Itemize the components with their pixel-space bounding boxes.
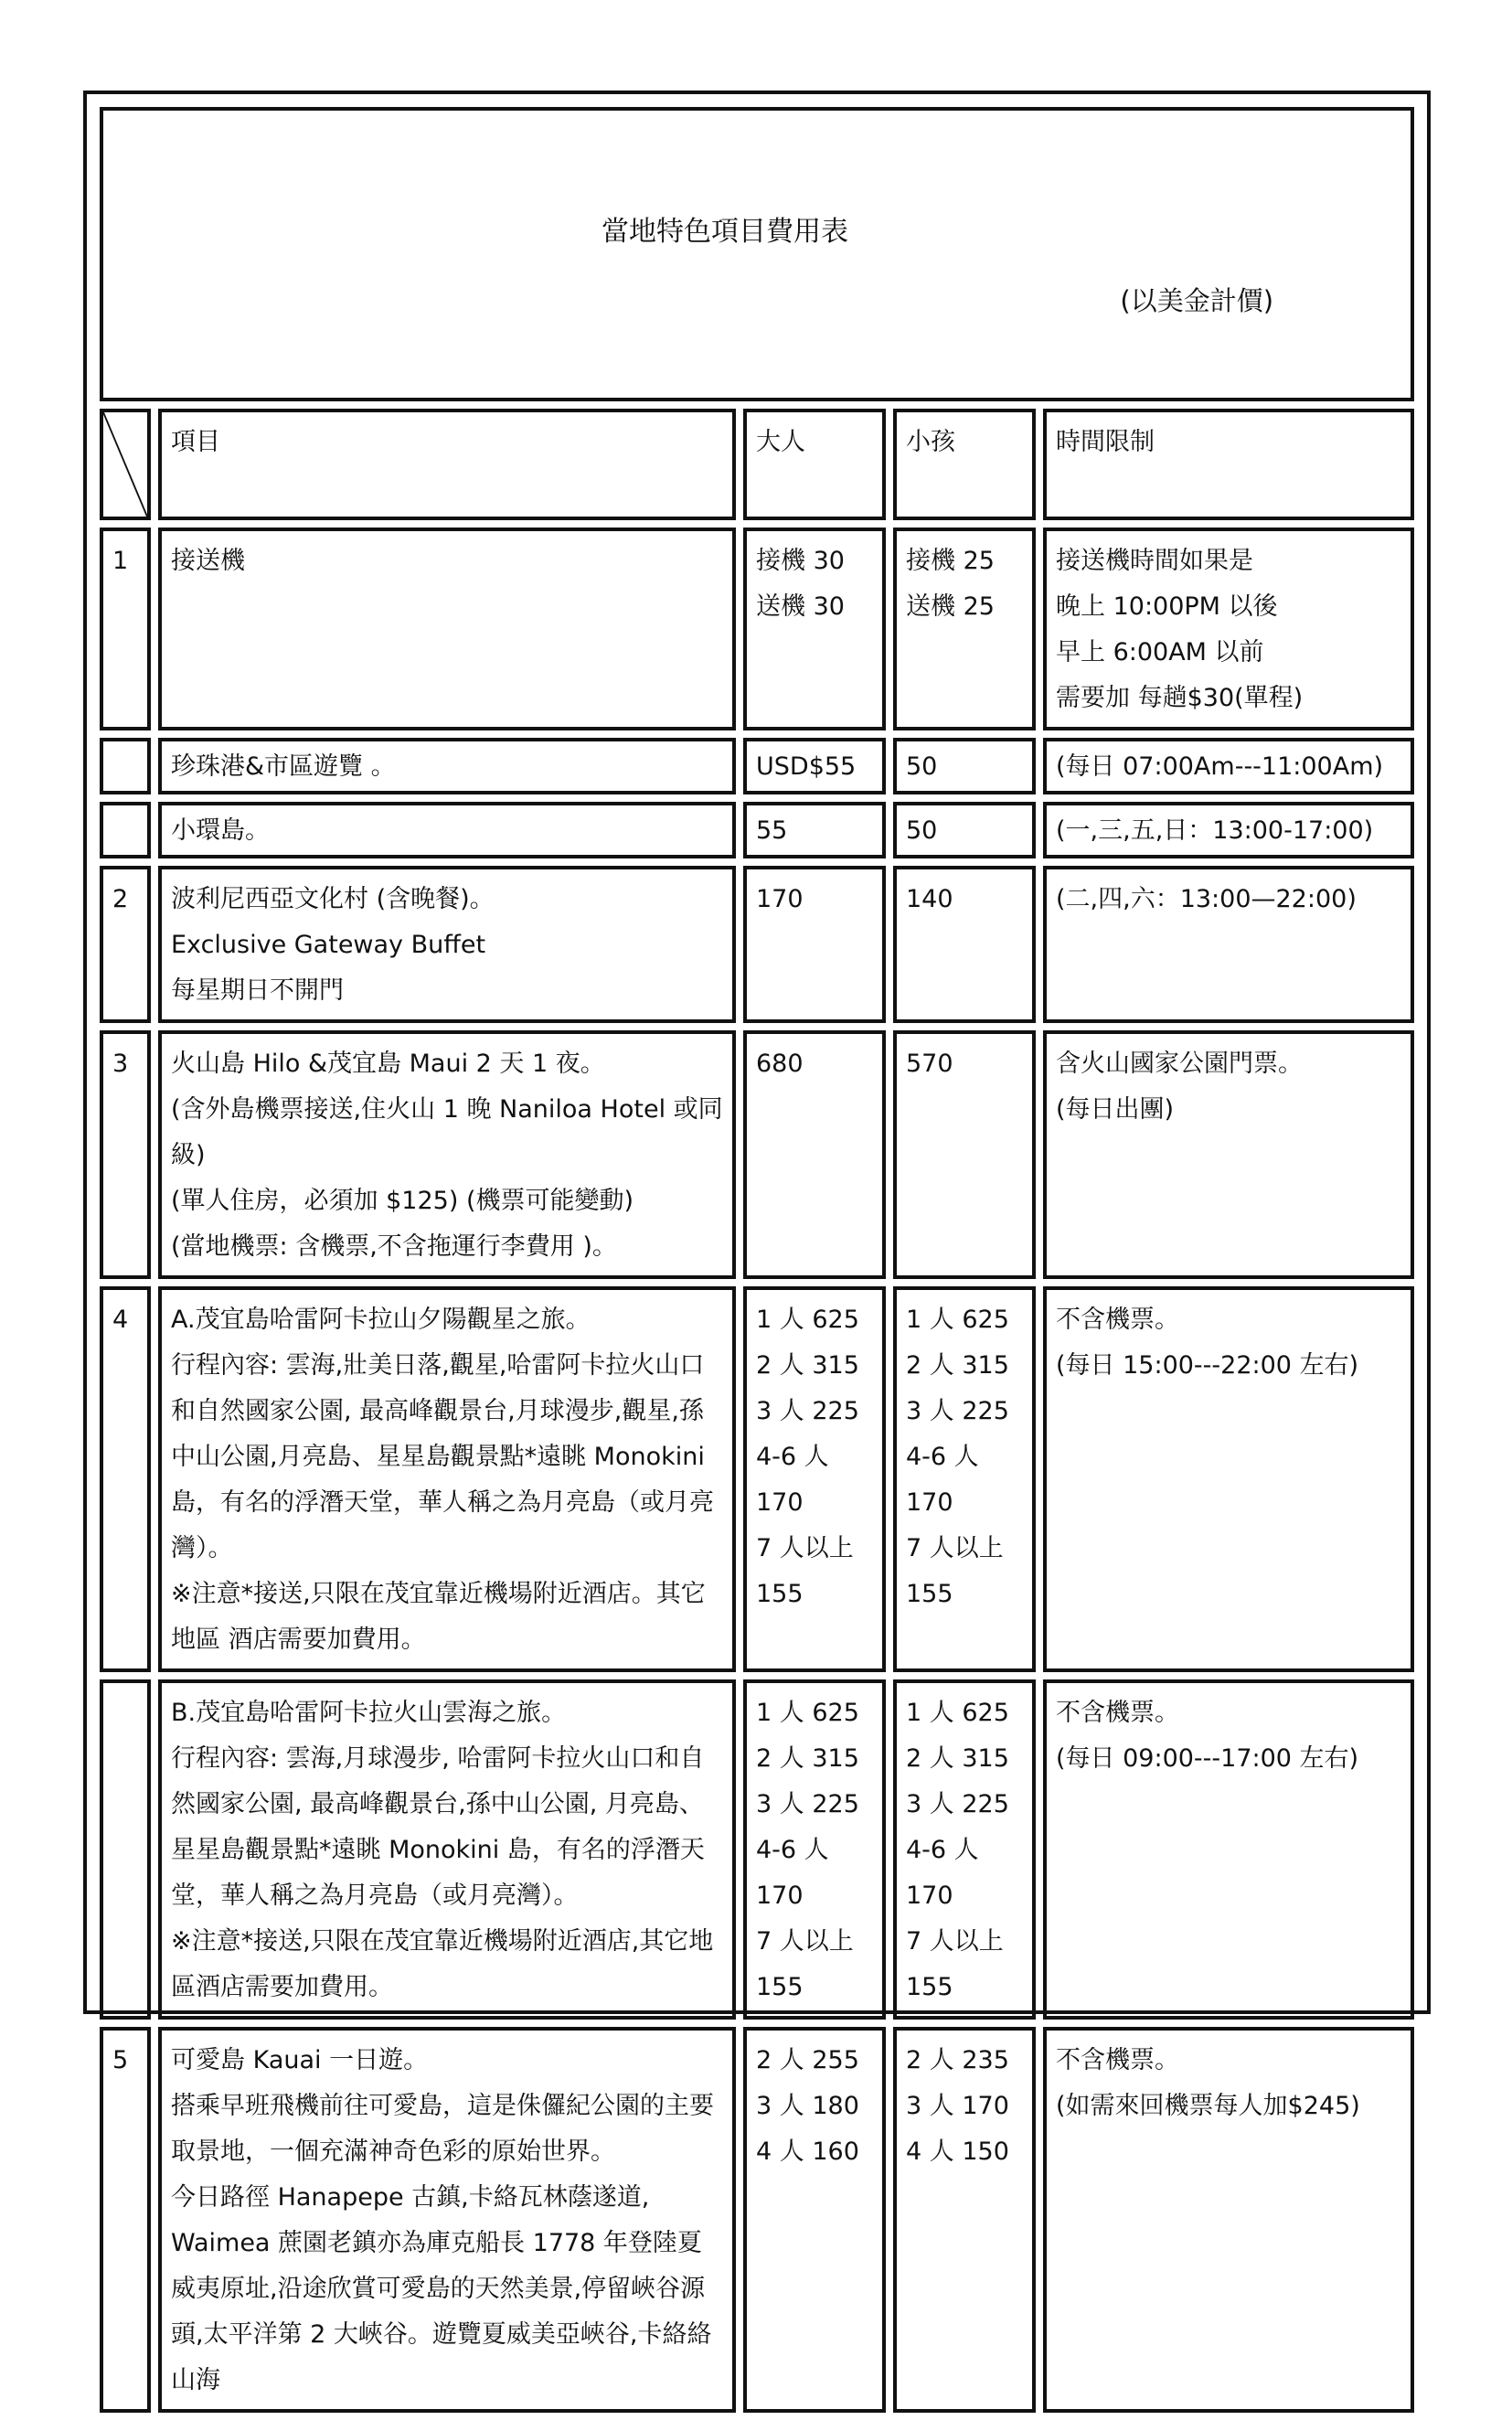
row-number bbox=[100, 802, 151, 858]
time-limit-cell: 不含機票。 (每日 15:00---22:00 左右) bbox=[1043, 1286, 1414, 1672]
time-limit-cell: (每日 07:00Am---11:00Am) bbox=[1043, 738, 1414, 794]
child-price-cell: 2 人 235 3 人 170 4 人 150 bbox=[893, 2027, 1036, 2413]
time-limit-cell: 不含機票。 (如需來回機票每人加$245) bbox=[1043, 2027, 1414, 2413]
time-limit-cell: (一,三,五,日：13:00-17:00) bbox=[1043, 802, 1414, 858]
table-row bbox=[100, 1030, 1414, 1279]
child-price-cell: 140 bbox=[893, 866, 1036, 1023]
child-price-cell: 570 bbox=[893, 1030, 1036, 1279]
item-cell: 波利尼西亞文化村 (含晚餐)。 Exclusive Gateway Buffet 每星期日不開門 bbox=[158, 866, 736, 1023]
time-limit-cell: 接送機時間如果是 晚上 10:00PM 以後 早上 6:00AM 以前 需要加 每趟$30(單程) bbox=[1043, 528, 1414, 730]
table-row bbox=[100, 2027, 1414, 2413]
item-cell: 可愛島 Kauai 一日遊。 搭乘早班飛機前往可愛島，這是侏儸紀公園的主要取景地，一個充滿神奇色彩的原始世界。 今日路徑 Hanapepe 古鎮,卡絡瓦林蔭遂道, Waimea 蔗園老鎮亦為庫克船長 1778 年登陸夏威夷原址,沿途欣賞可愛島的天然美景,停留峽谷源頭,太平洋第 2 大峽谷。遊覽夏威美亞峽谷,卡絡絡山海 bbox=[158, 2027, 736, 2413]
item-cell: A.茂宜島哈雷阿卡拉山夕陽觀星之旅。 行程內容: 雲海,壯美日落,觀星,哈雷阿卡拉火山口和自然國家公園, 最高峰觀景台,月球漫步,觀星,孫中山公園,月亮島、星星島觀景點*遠眺 Monokini 島，有名的浮潛天堂，華人稱之為月亮島（或月亮灣）。 ※注意*接送,只限在茂宜靠近機場附近酒店。其它地區 酒店需要加費用。 bbox=[158, 1286, 736, 1672]
header-item: 項目 bbox=[158, 409, 736, 520]
table-row bbox=[100, 1679, 1414, 2020]
header-time-limit: 時間限制 bbox=[1043, 409, 1414, 520]
table-row bbox=[100, 528, 1414, 730]
table-row bbox=[100, 738, 1414, 794]
item-cell: 小環島。 bbox=[158, 802, 736, 858]
adult-price-cell: 1 人 625 2 人 315 3 人 225 4-6 人 170 7 人以上 155 bbox=[743, 1679, 886, 2020]
adult-price-cell: 2 人 255 3 人 180 4 人 160 bbox=[743, 2027, 886, 2413]
diagonal-line-icon bbox=[103, 412, 147, 517]
fee-table bbox=[92, 100, 1421, 2420]
document-title: 當地特色項目費用表 bbox=[602, 216, 849, 248]
item-cell: 接送機 bbox=[158, 528, 736, 730]
row-number bbox=[100, 1679, 151, 2020]
row-number: 5 bbox=[100, 2027, 151, 2413]
child-price-cell: 50 bbox=[893, 738, 1036, 794]
row-number: 2 bbox=[100, 866, 151, 1023]
table-row bbox=[100, 802, 1414, 858]
header-row bbox=[100, 409, 1414, 520]
child-price-cell: 50 bbox=[893, 802, 1036, 858]
row-number: 1 bbox=[100, 528, 151, 730]
adult-price-cell: 55 bbox=[743, 802, 886, 858]
row-number: 3 bbox=[100, 1030, 151, 1279]
item-cell: 火山島 Hilo &茂宜島 Maui 2 天 1 夜。 (含外島機票接送,住火山 1 晚 Naniloa Hotel 或同級) (單人住房，必須加 $125) (機票可能變動) (當地機票: 含機票,不含拖運行李費用 )。 bbox=[158, 1030, 736, 1279]
title-cell bbox=[100, 107, 1414, 401]
item-cell: B.茂宜島哈雷阿卡拉火山雲海之旅。 行程內容: 雲海,月球漫步, 哈雷阿卡拉火山口和自然國家公園, 最高峰觀景台,孫中山公園, 月亮島、星星島觀景點*遠眺 Monokini 島，有名的浮潛天堂，華人稱之為月亮島（或月亮灣）。 ※注意*接送,只限在茂宜靠近機場附近酒店,其它地區酒店需要加費用。 bbox=[158, 1679, 736, 2020]
child-price-cell: 1 人 625 2 人 315 3 人 225 4-6 人 170 7 人以上 155 bbox=[893, 1679, 1036, 2020]
header-adult: 大人 bbox=[743, 409, 886, 520]
table-row bbox=[100, 1286, 1414, 1672]
title-row bbox=[100, 107, 1414, 401]
child-price-cell: 1 人 625 2 人 315 3 人 225 4-6 人 170 7 人以上 155 bbox=[893, 1286, 1036, 1672]
time-limit-cell: 不含機票。 (每日 09:00---17:00 左右) bbox=[1043, 1679, 1414, 2020]
time-limit-cell: (二,四,六：13:00—22:00) bbox=[1043, 866, 1414, 1023]
row-number: 4 bbox=[100, 1286, 151, 1672]
item-cell: 珍珠港&市區遊覽 。 bbox=[158, 738, 736, 794]
adult-price-cell: 170 bbox=[743, 866, 886, 1023]
row-number bbox=[100, 738, 151, 794]
header-corner-diagonal bbox=[100, 409, 151, 520]
adult-price-cell: 680 bbox=[743, 1030, 886, 1279]
child-price-cell: 接機 25 送機 25 bbox=[893, 528, 1036, 730]
header-child: 小孩 bbox=[893, 409, 1036, 520]
currency-note: (以美金計價) bbox=[1120, 285, 1274, 316]
adult-price-cell: USD$55 bbox=[743, 738, 886, 794]
table-row bbox=[100, 866, 1414, 1023]
fee-sheet bbox=[83, 91, 1431, 2394]
adult-price-cell: 接機 30 送機 30 bbox=[743, 528, 886, 730]
time-limit-cell: 含火山國家公園門票。 (每日出團) bbox=[1043, 1030, 1414, 1279]
adult-price-cell: 1 人 625 2 人 315 3 人 225 4-6 人 170 7 人以上 155 bbox=[743, 1286, 886, 1672]
